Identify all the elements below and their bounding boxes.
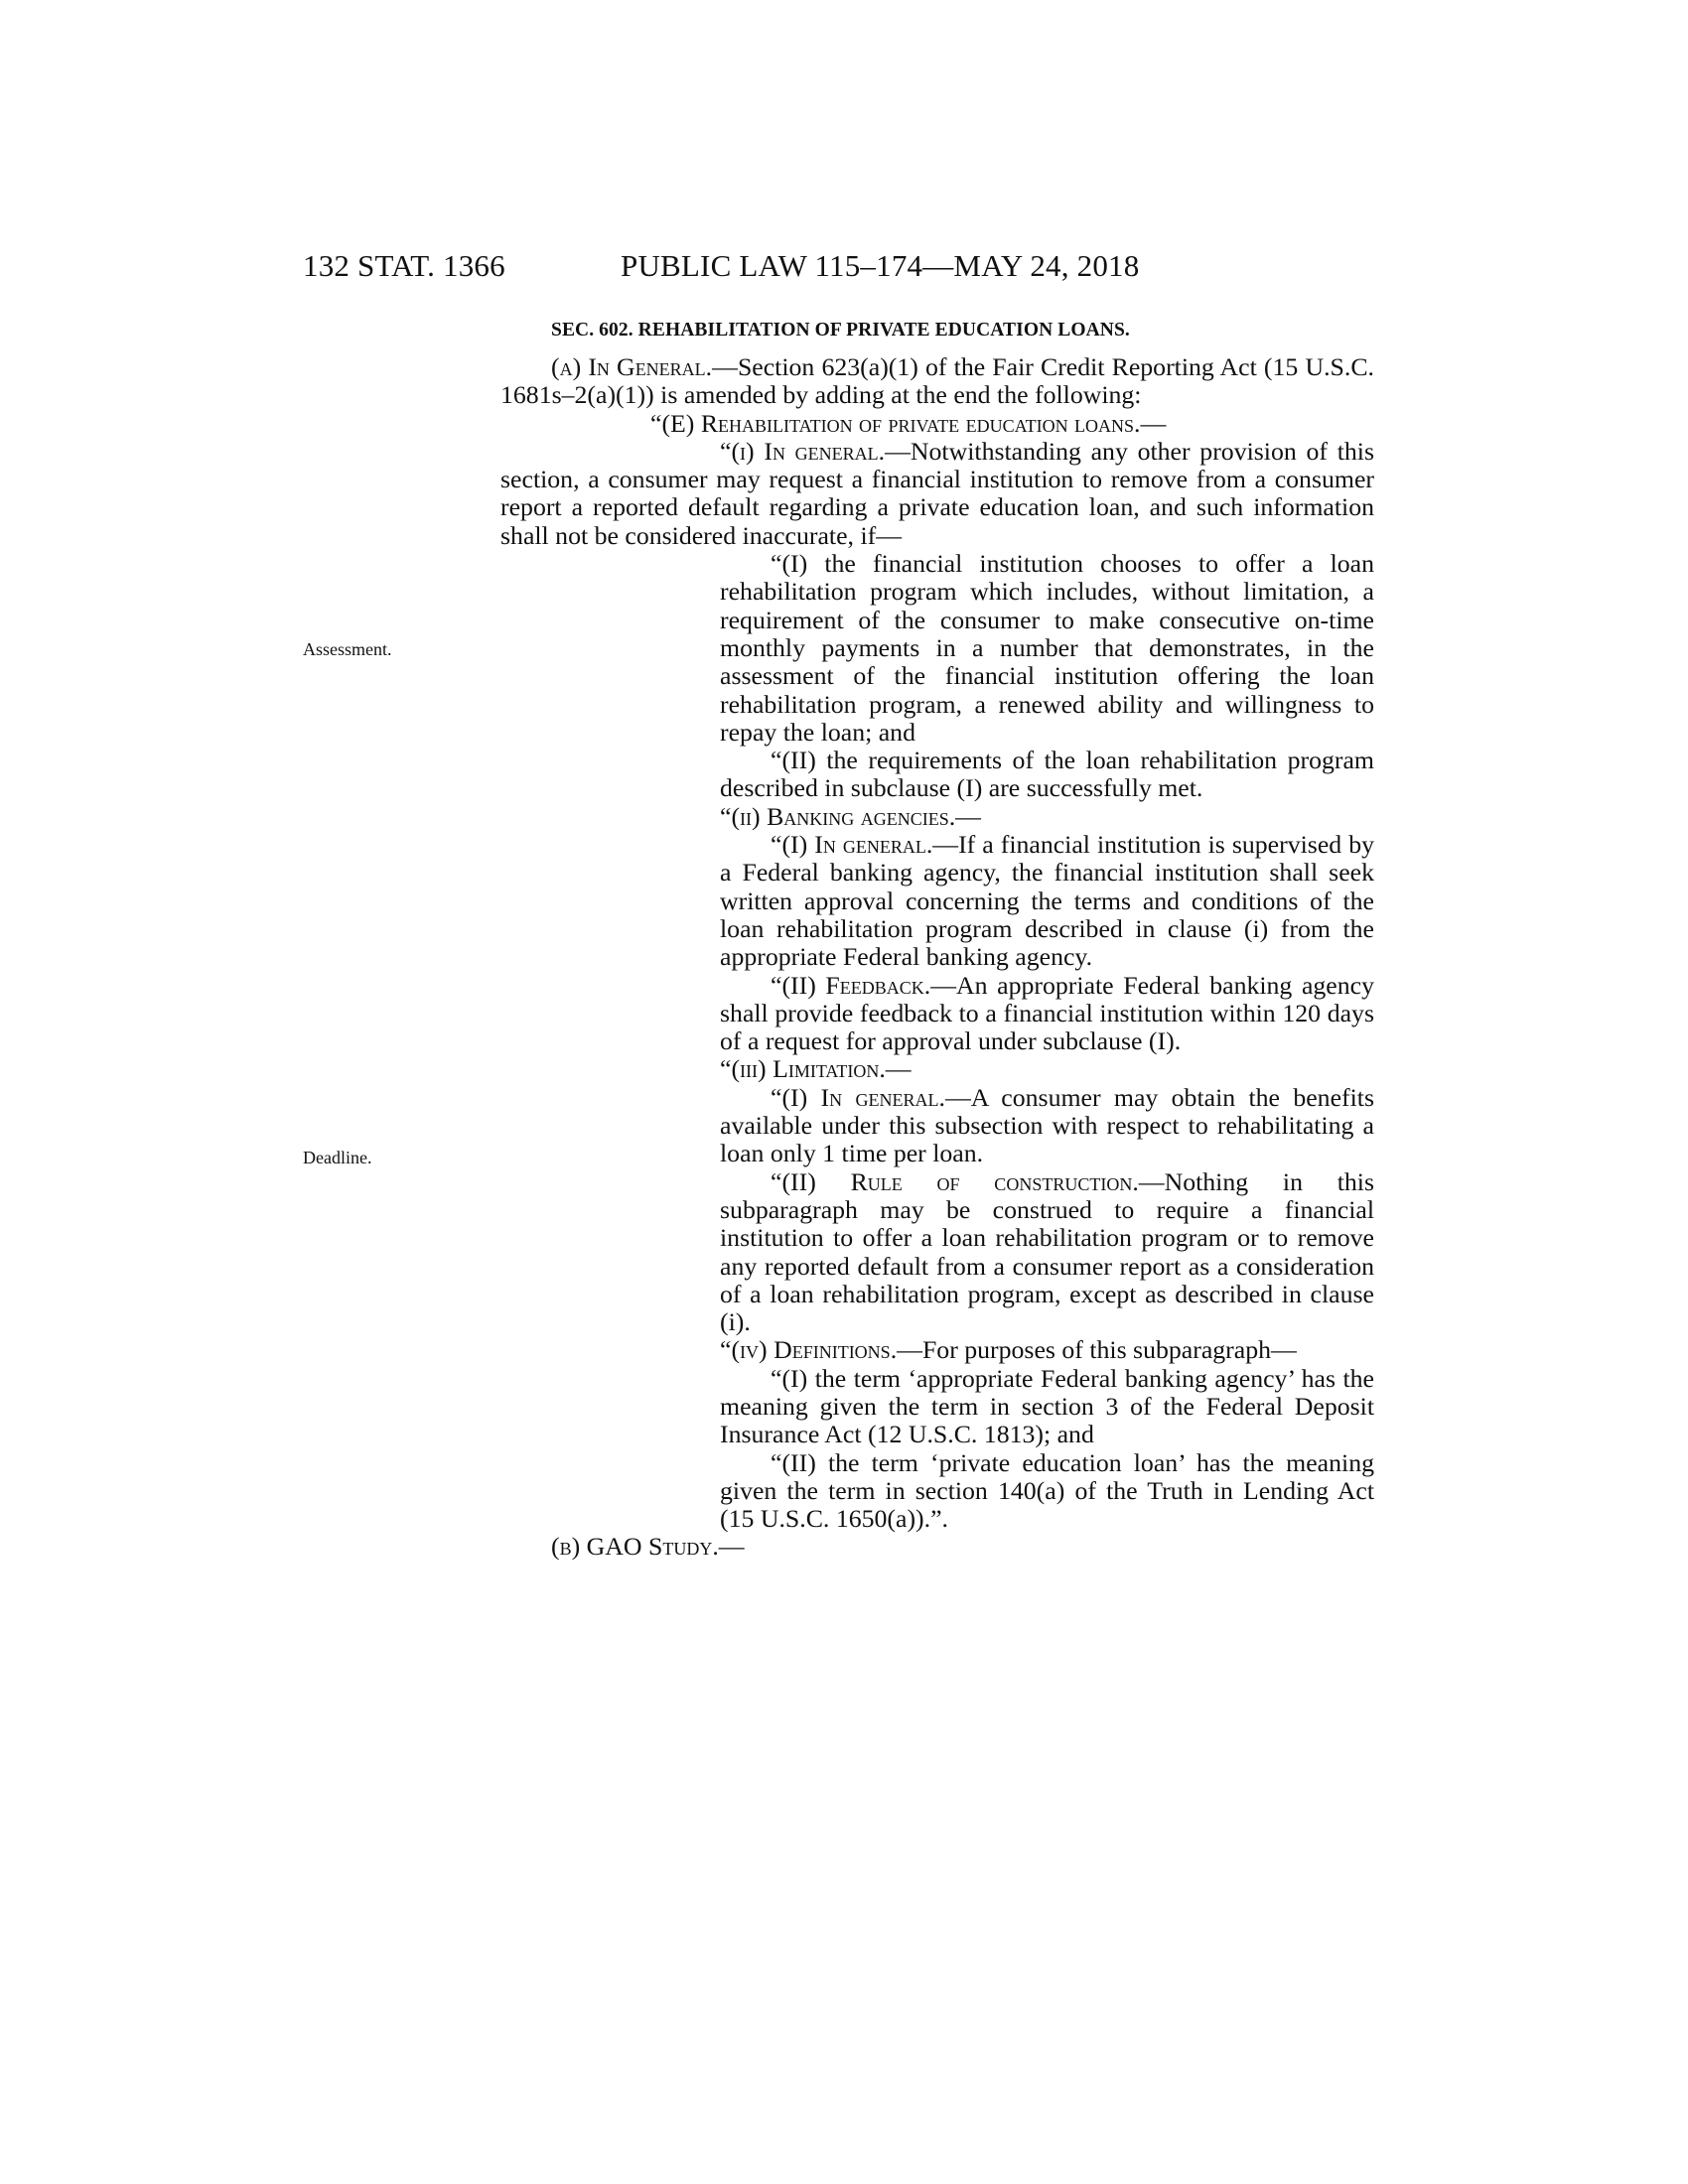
clause-i-text: —Notwithstanding any other provision of this section, a consumer may request a financial institution to remove from a consumer report a reported default regarding a private education loan, and such information shall not be considered inaccurate, if— bbox=[500, 436, 1374, 550]
subsection-a-heading: (a) In General. bbox=[551, 352, 713, 381]
clause-iii-subclause-I bbox=[500, 1084, 1374, 1168]
clause-iv-heading: “(iv) Definitions. bbox=[720, 1335, 898, 1365]
page-running-header: PUBLIC LAW 115–174—MAY 24, 2018 bbox=[621, 248, 1140, 283]
section-body bbox=[500, 353, 1374, 1562]
subsection-a-text: —Section 623(a)(1) of the Fair Credit Reporting Act (15 U.S.C. 1681s–2(a)(1)) is amended by adding at the end the following: bbox=[500, 352, 1374, 410]
clause-ii-subclause-II-text: —An appropriate Federal banking agency shall provide feedback to a financial institution within 120 days of a request for approval under subclause (I). bbox=[720, 970, 1374, 1056]
subparagraph-E-heading: “(E) Rehabilitation of private education loans.— bbox=[650, 408, 1167, 438]
clause-iii-subclause-II bbox=[500, 1168, 1374, 1337]
clause-iii-subclause-I-heading: “(I) In general. bbox=[771, 1082, 945, 1112]
clause-ii-subclause-II-heading: “(II) Feedback. bbox=[771, 970, 931, 1000]
clause-iv-text: —For purposes of this subparagraph— bbox=[897, 1335, 1297, 1365]
clause-iv-subclause-I: “(I) the term ‘appropriate Federal banking agency’ has the meaning given the term in section 3 of the Federal Deposit Insurance Act (12 U.S.C. 1813); and bbox=[720, 1363, 1374, 1449]
margin-note-assessment: Assessment. bbox=[303, 639, 392, 659]
margin-note-deadline: Deadline. bbox=[303, 1148, 372, 1167]
clause-iii-heading: “(iii) Limitation.— bbox=[720, 1054, 912, 1084]
clause-iv-subclause-II: “(II) the term ‘private education loan’ has the meaning given the term in section 140(a) of the Truth in Lending Act (15 U.S.C. 1650(a)).”. bbox=[720, 1447, 1374, 1534]
clause-ii-heading: “(ii) Banking agencies.— bbox=[720, 801, 981, 831]
clause-i-heading: “(i) In general. bbox=[720, 436, 886, 466]
clause-iii-subclause-II-text: —Nothing in this subparagraph may be construed to require a financial institution to offer a loan rehabilitation program or to remove any reported default from a consumer report as a consideration of a loan rehabilitation program, except as described in clause (i). bbox=[720, 1166, 1375, 1337]
clause-i-subclause-II: “(II) the requirements of the loan rehabilitation program described in subclause (I) are successfully met. bbox=[720, 746, 1374, 803]
subsection-b-heading: (b) GAO Study.— bbox=[551, 1532, 745, 1562]
clause-ii-subclause-I bbox=[500, 831, 1374, 971]
clause-ii-subclause-I-text: —If a financial institution is supervised by a Federal banking agency, the financial institution shall seek written approval concerning the terms and conditions of the loan rehabilitation program described in clause (i) from the appropriate Federal banking agency. bbox=[720, 830, 1374, 972]
clause-i bbox=[500, 438, 1374, 550]
section-heading: SEC. 602. REHABILITATION OF PRIVATE EDUCATION LOANS. bbox=[551, 320, 1130, 341]
clause-ii-subclause-I-heading: “(I) In general. bbox=[771, 830, 933, 860]
clause-ii-subclause-II bbox=[500, 972, 1374, 1056]
clause-iii-subclause-I-text: —A consumer may obtain the benefits available under this subsection with respect to rehabilitating a loan only 1 time per loan. bbox=[720, 1082, 1374, 1168]
clause-iv bbox=[500, 1336, 1374, 1364]
subsection-a bbox=[500, 353, 1374, 410]
clause-i-subclause-I: “(I) the financial institution chooses to offer a loan rehabilitation program which includes, without limitation, a requirement of the consumer to make consecutive on-time monthly payments in a number that demonstrates, in the assessment of the financial institution offering the loan rehabilitation program, a renewed ability and willingness to repay the loan; and bbox=[720, 549, 1374, 747]
page-stat-citation: 132 STAT. 1366 bbox=[303, 248, 505, 283]
clause-iii-subclause-II-heading: “(II) Rule of construction. bbox=[771, 1166, 1139, 1196]
